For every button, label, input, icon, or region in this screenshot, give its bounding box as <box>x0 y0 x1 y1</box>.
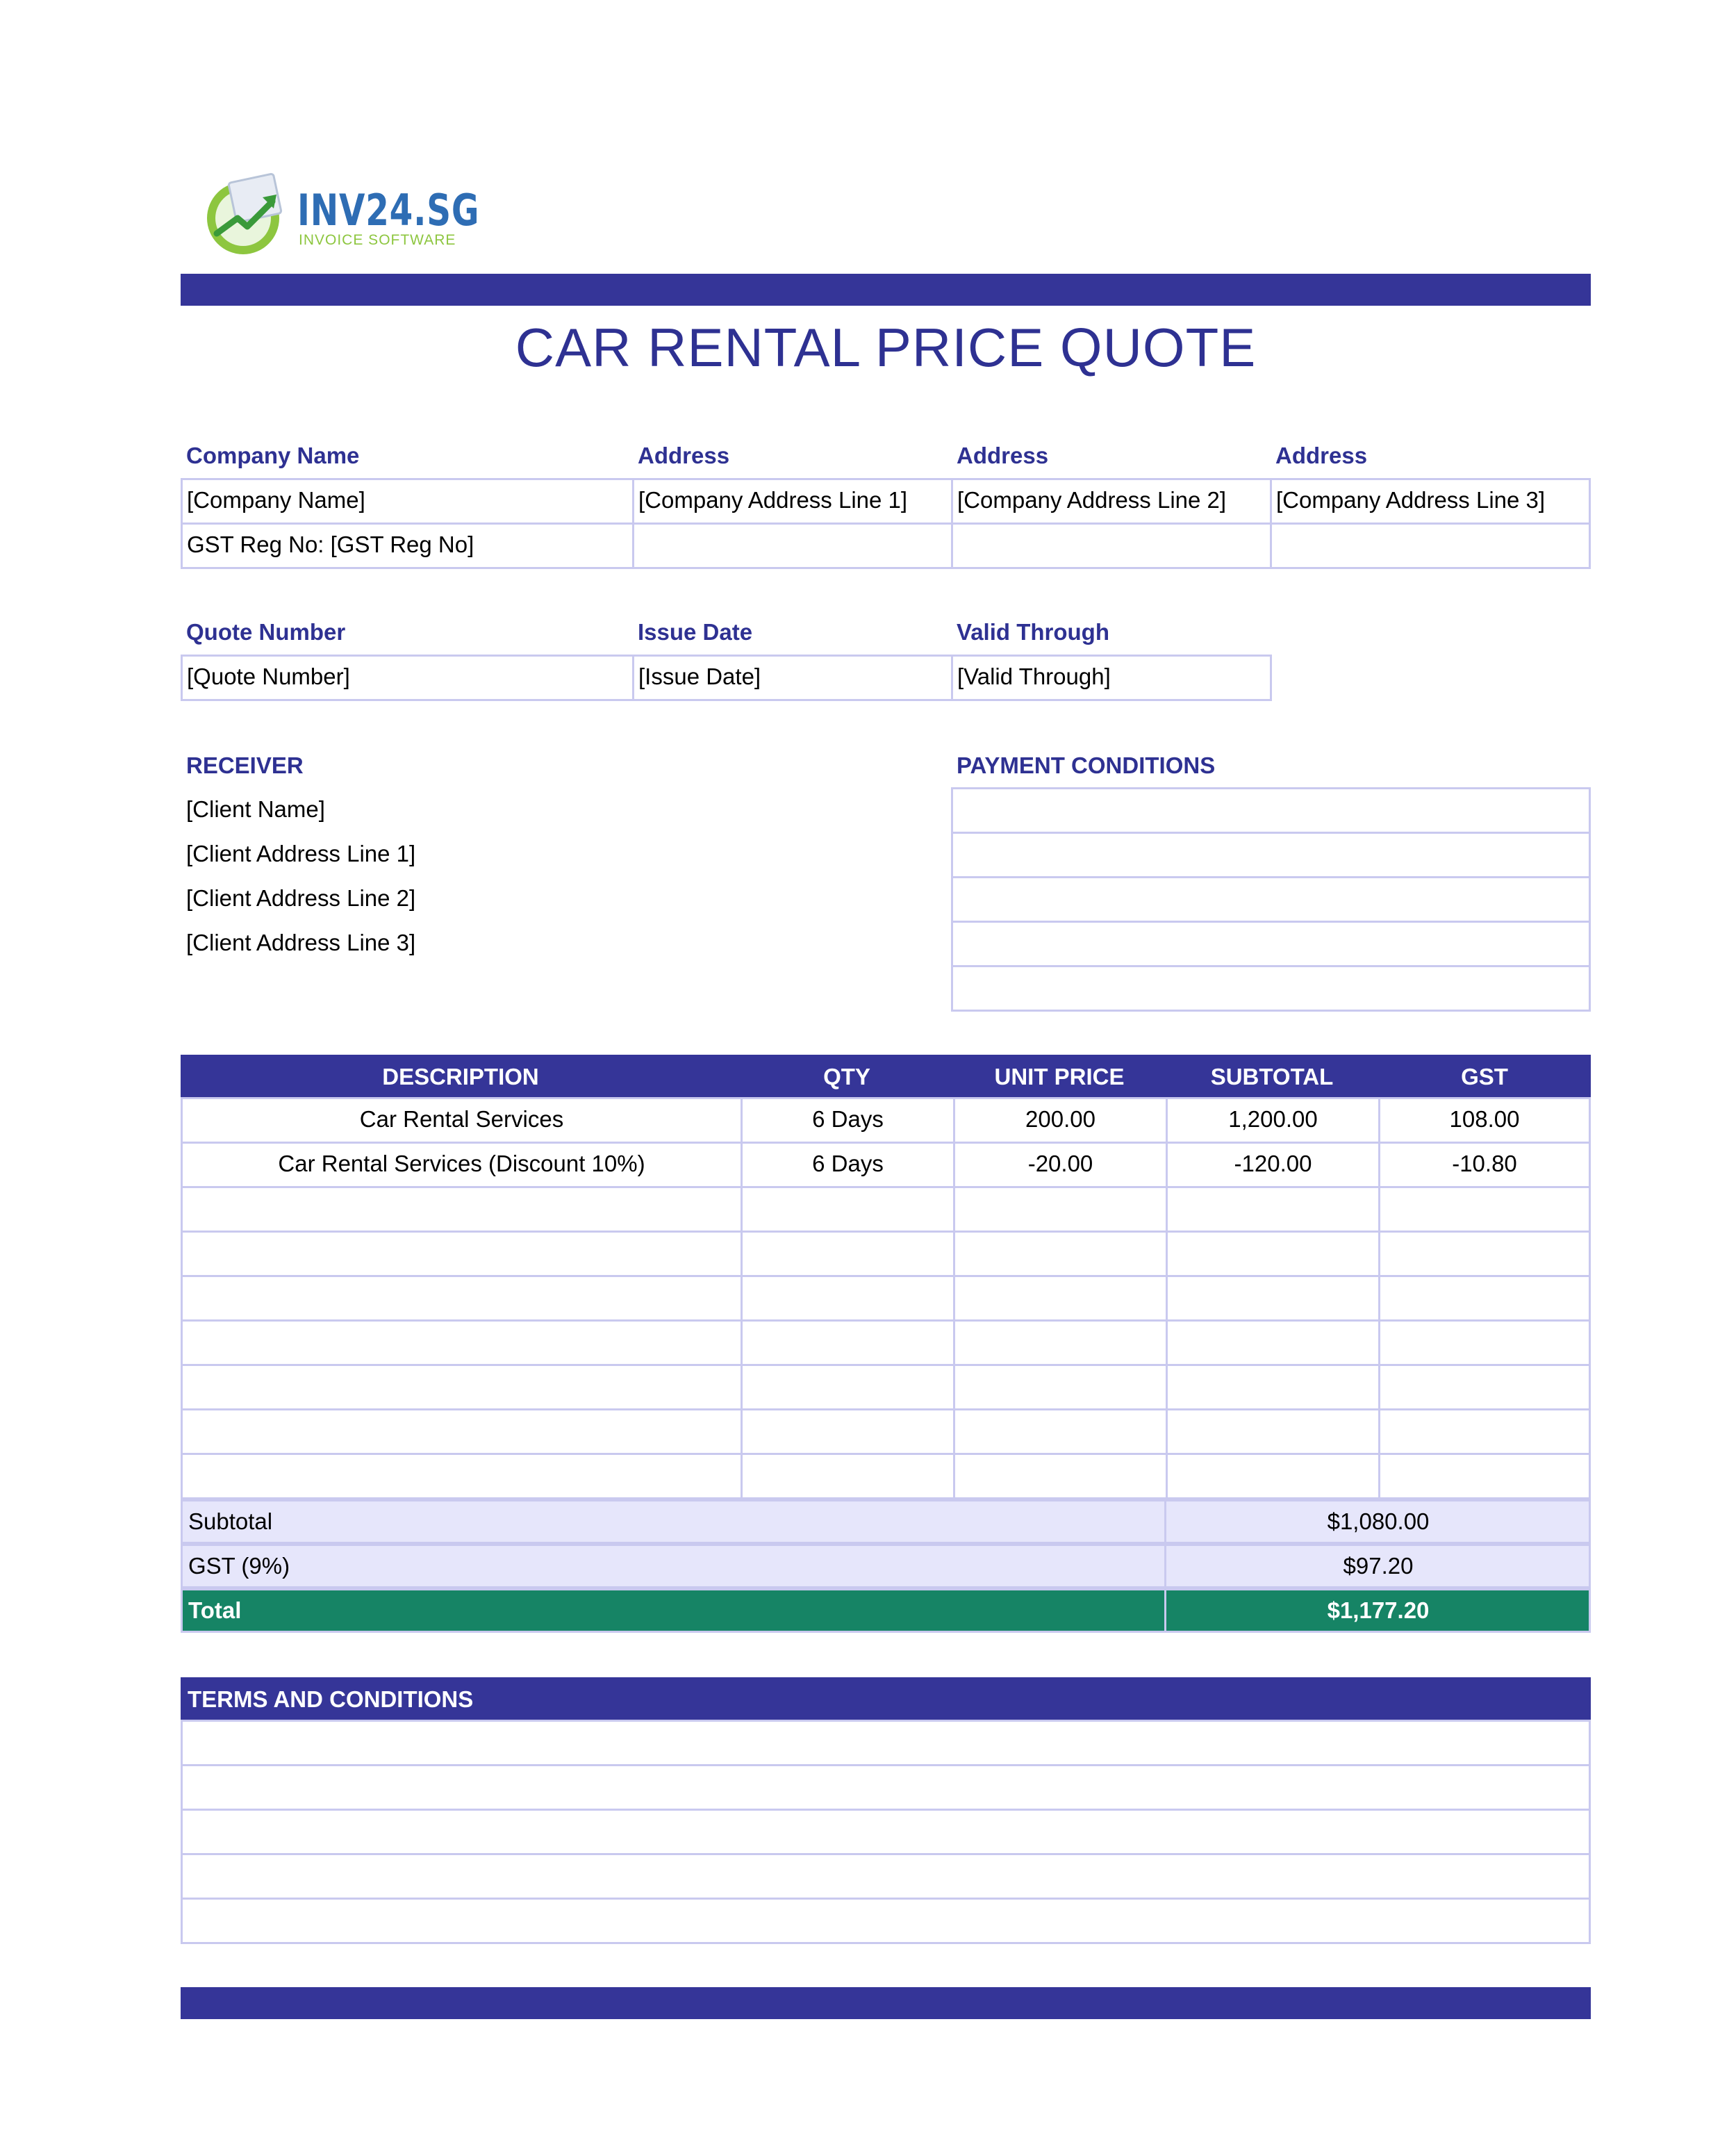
item-gst[interactable]: 108.00 <box>1378 1097 1591 1144</box>
subtotal-label: Subtotal <box>188 1508 273 1534</box>
payment-condition-row[interactable] <box>951 876 1591 923</box>
item-gst[interactable] <box>1378 1364 1591 1410</box>
logo-mark-icon <box>201 172 288 259</box>
item-qty[interactable] <box>741 1453 955 1499</box>
item-qty[interactable]: 6 Days <box>741 1142 955 1188</box>
item-description[interactable] <box>181 1408 743 1455</box>
company-logo <box>201 172 479 259</box>
item-subtotal[interactable] <box>1166 1364 1380 1410</box>
empty-cell[interactable] <box>632 522 953 569</box>
terms-row[interactable] <box>181 1853 1591 1900</box>
item-description[interactable] <box>181 1453 743 1499</box>
gst-value[interactable]: $97.20 <box>1343 1553 1414 1579</box>
item-subtotal[interactable] <box>1166 1275 1380 1322</box>
empty-cell[interactable] <box>1270 522 1591 569</box>
col-header-gst: GST <box>1461 1064 1508 1089</box>
payment-condition-row[interactable] <box>951 832 1591 878</box>
address-label-2: Address <box>957 443 1049 468</box>
item-unit-price[interactable] <box>953 1319 1168 1366</box>
company-name-label: Company Name <box>186 443 360 468</box>
item-subtotal[interactable] <box>1166 1453 1380 1499</box>
gst-reg-field[interactable]: GST Reg No: [GST Reg No] <box>181 522 634 569</box>
terms-row[interactable] <box>181 1809 1591 1855</box>
item-gst[interactable] <box>1378 1319 1591 1366</box>
item-gst[interactable] <box>1378 1186 1591 1233</box>
payment-condition-row[interactable] <box>951 787 1591 834</box>
terms-row[interactable] <box>181 1898 1591 1944</box>
subtotal-row <box>181 1499 1591 1544</box>
client-address-line-1[interactable]: [Client Address Line 1] <box>186 841 416 866</box>
quote-number-field[interactable]: [Quote Number] <box>181 655 634 701</box>
item-qty[interactable] <box>741 1275 955 1322</box>
item-unit-price[interactable] <box>953 1364 1168 1410</box>
item-description[interactable] <box>181 1186 743 1233</box>
col-header-unit-price: UNIT PRICE <box>994 1064 1125 1089</box>
gst-label: GST (9%) <box>188 1553 290 1579</box>
item-subtotal[interactable]: -120.00 <box>1166 1142 1380 1188</box>
company-address-line-2-field[interactable]: [Company Address Line 2] <box>951 478 1272 525</box>
item-subtotal[interactable] <box>1166 1408 1380 1455</box>
client-address-line-2[interactable]: [Client Address Line 2] <box>186 885 416 911</box>
item-unit-price[interactable] <box>953 1453 1168 1499</box>
quote-number-label: Quote Number <box>186 619 346 645</box>
address-label-1: Address <box>638 443 730 468</box>
col-header-qty: QTY <box>823 1064 870 1089</box>
col-header-subtotal: SUBTOTAL <box>1210 1064 1334 1089</box>
client-name[interactable]: [Client Name] <box>186 796 325 822</box>
item-description[interactable]: Car Rental Services (Discount 10%) <box>181 1142 743 1188</box>
terms-row[interactable] <box>181 1720 1591 1766</box>
col-header-description: DESCRIPTION <box>382 1064 539 1089</box>
item-unit-price[interactable] <box>953 1275 1168 1322</box>
valid-through-label: Valid Through <box>957 619 1109 645</box>
item-subtotal[interactable] <box>1166 1186 1380 1233</box>
terms-row[interactable] <box>181 1764 1591 1811</box>
logo-brand-text: INV24.SG <box>297 185 480 236</box>
payment-condition-row[interactable] <box>951 965 1591 1012</box>
client-address-line-3[interactable]: [Client Address Line 3] <box>186 930 416 955</box>
logo-tagline: INVOICE SOFTWARE <box>299 232 456 248</box>
valid-through-field[interactable]: [Valid Through] <box>951 655 1272 701</box>
item-gst[interactable] <box>1378 1275 1591 1322</box>
item-qty[interactable] <box>741 1408 955 1455</box>
company-address-line-1-field[interactable]: [Company Address Line 1] <box>632 478 953 525</box>
total-value[interactable]: $1,177.20 <box>1327 1597 1430 1623</box>
item-subtotal[interactable] <box>1166 1319 1380 1366</box>
item-subtotal[interactable] <box>1166 1231 1380 1277</box>
item-qty[interactable] <box>741 1231 955 1277</box>
item-qty[interactable] <box>741 1186 955 1233</box>
item-unit-price[interactable] <box>953 1231 1168 1277</box>
total-label: Total <box>188 1597 242 1623</box>
item-unit-price[interactable] <box>953 1186 1168 1233</box>
item-unit-price[interactable] <box>953 1408 1168 1455</box>
company-name-field[interactable]: [Company Name] <box>181 478 634 525</box>
item-gst[interactable] <box>1378 1408 1591 1455</box>
item-qty[interactable] <box>741 1364 955 1410</box>
item-qty[interactable] <box>741 1319 955 1366</box>
document-title: CAR RENTAL PRICE QUOTE <box>515 317 1257 378</box>
address-label-3: Address <box>1275 443 1368 468</box>
total-row <box>181 1588 1591 1633</box>
item-description[interactable] <box>181 1275 743 1322</box>
item-unit-price[interactable]: 200.00 <box>953 1097 1168 1144</box>
item-description[interactable]: Car Rental Services <box>181 1097 743 1144</box>
issue-date-field[interactable]: [Issue Date] <box>632 655 953 701</box>
receiver-label: RECEIVER <box>186 752 304 778</box>
gst-row <box>181 1544 1591 1588</box>
item-subtotal[interactable]: 1,200.00 <box>1166 1097 1380 1144</box>
item-description[interactable] <box>181 1364 743 1410</box>
item-gst[interactable] <box>1378 1231 1591 1277</box>
item-description[interactable] <box>181 1319 743 1366</box>
issue-date-label: Issue Date <box>638 619 753 645</box>
item-gst[interactable] <box>1378 1453 1591 1499</box>
item-gst[interactable]: -10.80 <box>1378 1142 1591 1188</box>
company-address-line-3-field[interactable]: [Company Address Line 3] <box>1270 478 1591 525</box>
subtotal-value[interactable]: $1,080.00 <box>1327 1508 1430 1534</box>
footer-band <box>181 1987 1591 2019</box>
header-band <box>181 274 1591 306</box>
payment-condition-row[interactable] <box>951 921 1591 967</box>
empty-cell[interactable] <box>951 522 1272 569</box>
terms-header: TERMS AND CONDITIONS <box>181 1677 1591 1722</box>
payment-conditions-label: PAYMENT CONDITIONS <box>957 752 1216 778</box>
item-description[interactable] <box>181 1231 743 1277</box>
item-qty[interactable]: 6 Days <box>741 1097 955 1144</box>
item-unit-price[interactable]: -20.00 <box>953 1142 1168 1188</box>
